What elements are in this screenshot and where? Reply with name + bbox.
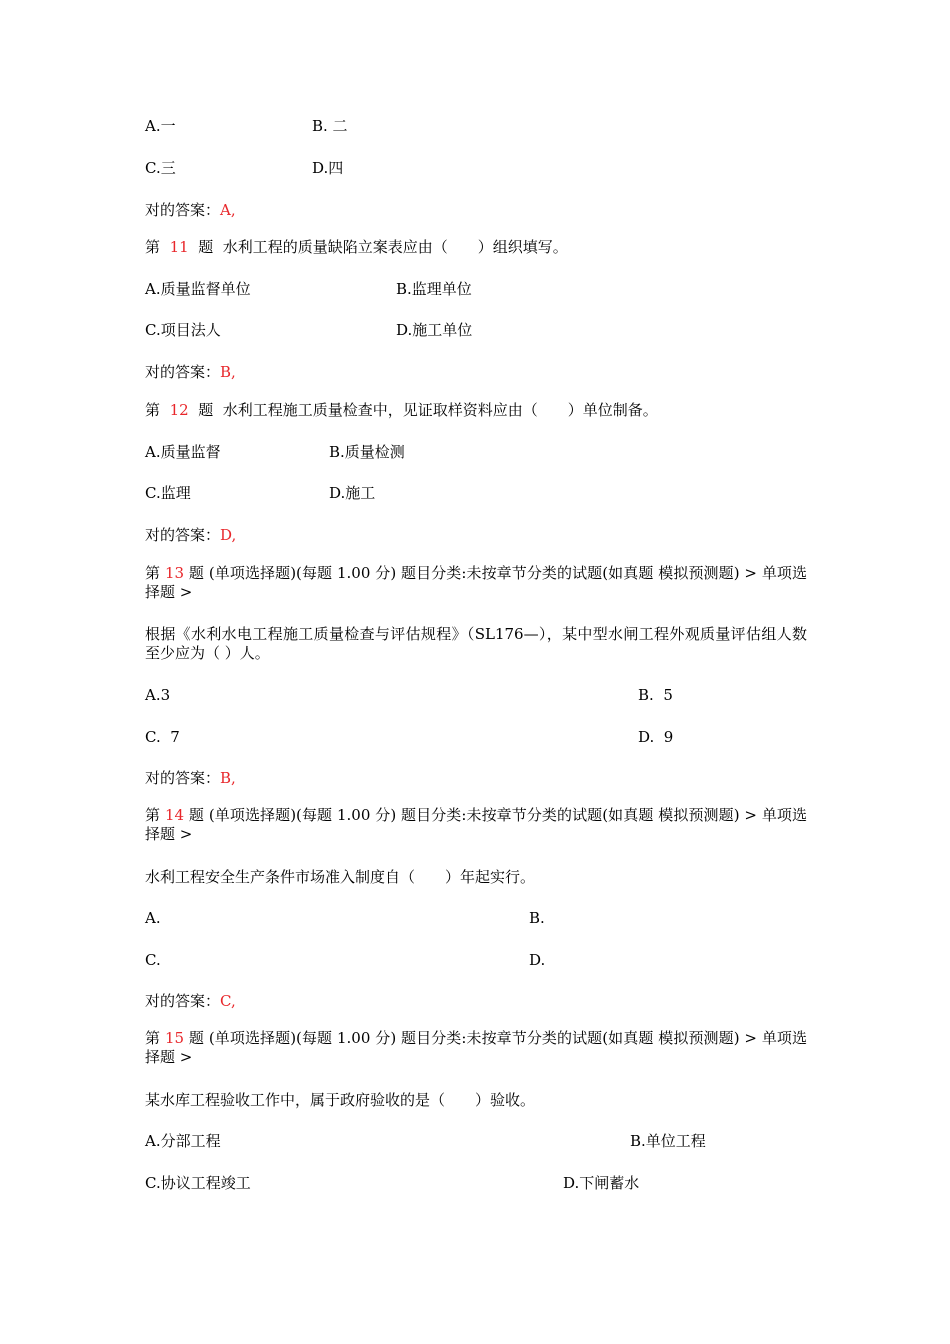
question-suffix: 题 xyxy=(198,238,214,256)
answer-label: 对的答案： xyxy=(145,526,221,544)
q11-option-a: A.质量监督单位 xyxy=(145,280,251,298)
q13-option-b: B. 5 xyxy=(638,686,673,704)
q13-question-text: 根据《水利水电工程施工质量检查与评估规程》（SL176—），某中型水闸工程外观质量评估组人数至少应为（ ）人。 xyxy=(145,625,807,662)
q11-question xyxy=(145,237,568,257)
q11-answer-line xyxy=(145,362,236,382)
question-text: 水利工程施工质量检查中，见证取样资料应由（ ）单位制备。 xyxy=(222,401,658,419)
q15-option-b: B.单位工程 xyxy=(630,1132,706,1150)
q14-option-d: D. xyxy=(529,951,546,969)
answer-label: 对的答案： xyxy=(145,363,221,381)
question-number: 13 xyxy=(164,564,185,582)
q15-question-text: 某水库工程验收工作中，属于政府验收的是（ ）验收。 xyxy=(145,1091,536,1109)
q12-option-c: C.监理 xyxy=(145,484,191,502)
answer-label: 对的答案： xyxy=(145,992,221,1010)
q10-answer-line xyxy=(145,200,236,220)
question-number: 15 xyxy=(164,1029,185,1047)
q13-answer-line xyxy=(145,768,236,788)
q15-header xyxy=(145,1029,807,1067)
question-number: 14 xyxy=(164,806,185,824)
question-prefix: 第 xyxy=(145,238,161,256)
q14-option-b: B. xyxy=(529,909,545,927)
q15-option-c: C.协议工程竣工 xyxy=(145,1174,251,1192)
question-header-rest: 题 (单项选择题)(每题 1.00 分) 题目分类:未按章节分类的试题(如真题 模拟预测题) > 单项选择题 > xyxy=(145,806,807,843)
question-header-rest: 题 (单项选择题)(每题 1.00 分) 题目分类:未按章节分类的试题(如真题 模拟预测题) > 单项选择题 > xyxy=(145,1029,807,1066)
answer-value: A, xyxy=(220,201,236,219)
q14-header xyxy=(145,806,807,844)
question-header-rest: 题 (单项选择题)(每题 1.00 分) 题目分类:未按章节分类的试题(如真题 模拟预测题) > 单项选择题 > xyxy=(145,564,807,601)
answer-value: C, xyxy=(220,992,236,1010)
q12-option-b: B.质量检测 xyxy=(329,443,405,461)
q11-option-c: C.项目法人 xyxy=(145,321,221,339)
q10-option-a: A.一 xyxy=(145,117,176,135)
q15-option-d: D.下闸蓄水 xyxy=(563,1174,640,1192)
q14-question-text: 水利工程安全生产条件市场准入制度自（ ）年起实行。 xyxy=(145,868,536,886)
q12-answer-line xyxy=(145,525,236,545)
q13-option-d: D. 9 xyxy=(638,728,674,746)
answer-value: D, xyxy=(220,526,237,544)
question-number: 12 xyxy=(169,401,189,419)
q15-option-a: A.分部工程 xyxy=(145,1132,221,1150)
question-number: 11 xyxy=(169,238,189,256)
question-suffix: 题 xyxy=(198,401,214,419)
q12-question xyxy=(145,400,658,420)
q13-option-a: A.3 xyxy=(145,686,171,704)
question-prefix: 第 xyxy=(145,564,161,582)
answer-label: 对的答案： xyxy=(145,769,221,787)
q14-option-c: C. xyxy=(145,951,161,969)
q12-option-a: A.质量监督 xyxy=(145,443,221,461)
question-prefix: 第 xyxy=(145,401,161,419)
question-prefix: 第 xyxy=(145,806,161,824)
q11-option-b: B.监理单位 xyxy=(396,280,472,298)
q14-option-a: A. xyxy=(145,909,161,927)
q10-option-d: D.四 xyxy=(312,159,344,177)
q14-answer-line xyxy=(145,991,236,1011)
question-text: 水利工程的质量缺陷立案表应由（ ）组织填写。 xyxy=(222,238,568,256)
q10-option-b: B. 二 xyxy=(312,117,348,135)
q12-option-d: D.施工 xyxy=(329,484,376,502)
q13-option-c: C. 7 xyxy=(145,728,180,746)
question-prefix: 第 xyxy=(145,1029,161,1047)
answer-value: B, xyxy=(220,769,236,787)
q13-header xyxy=(145,564,807,602)
q10-option-c: C.三 xyxy=(145,159,176,177)
answer-value: B, xyxy=(220,363,236,381)
q11-option-d: D.施工单位 xyxy=(396,321,473,339)
answer-label: 对的答案： xyxy=(145,201,221,219)
